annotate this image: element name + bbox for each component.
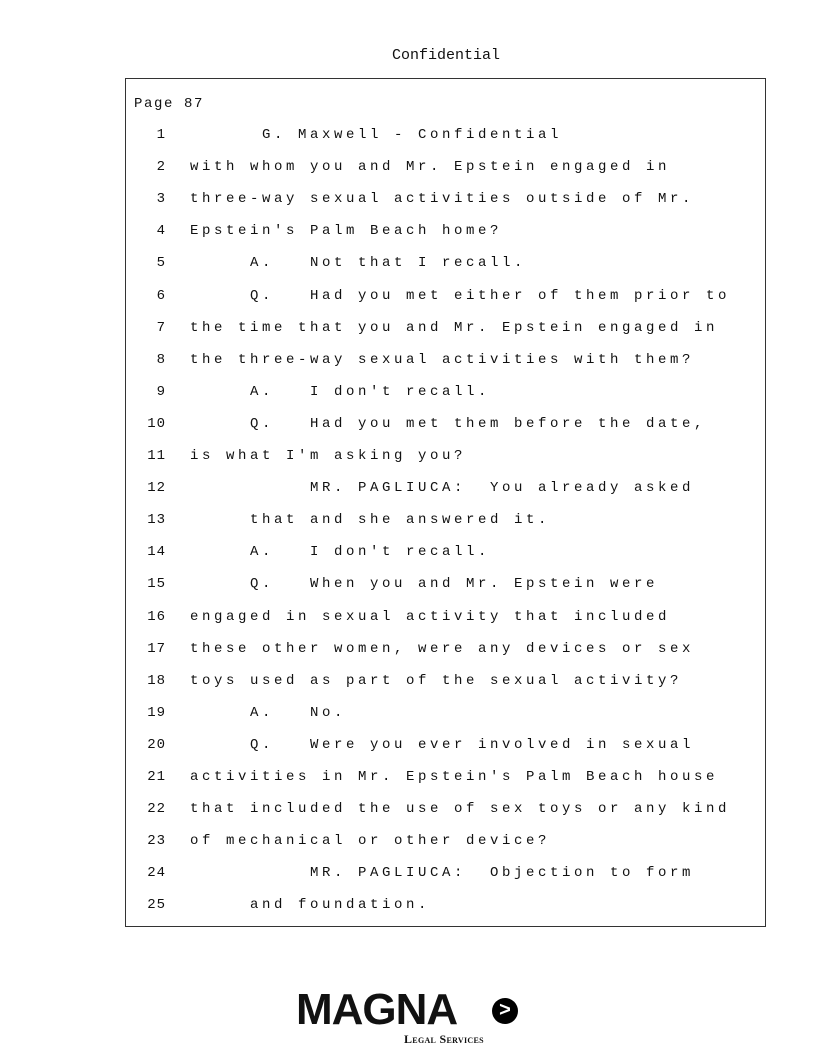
line-text: Q. Had you met them before the date, xyxy=(190,415,707,432)
line-text: A. I don't recall. xyxy=(190,544,491,561)
line-number: 11 xyxy=(147,448,166,464)
line-number: 17 xyxy=(147,640,166,657)
line-number: 23 xyxy=(147,833,166,850)
line-text: the three-way sexual activities with them? xyxy=(190,351,695,368)
line-text: activities in Mr. Epstein's Palm Beach house xyxy=(190,769,719,785)
arrow-circle-icon: > xyxy=(492,998,518,1024)
line-number: 2 xyxy=(156,159,166,176)
line-text: Q. When you and Mr. Epstein were xyxy=(190,576,659,593)
line-number: 18 xyxy=(147,672,166,689)
line-text: A. No. xyxy=(190,704,347,721)
logo-tagline: Legal Services xyxy=(404,1032,484,1046)
line-number: 14 xyxy=(147,544,166,561)
line-text: with whom you and Mr. Epstein engaged in xyxy=(190,159,671,176)
line-number: 19 xyxy=(147,704,166,721)
line-text: toys used as part of the sexual activity? xyxy=(190,672,683,689)
line-number: 10 xyxy=(147,415,166,432)
line-number: 13 xyxy=(147,512,166,529)
line-number: 16 xyxy=(147,608,166,625)
line-number: 24 xyxy=(147,865,166,882)
page-number: Page 87 xyxy=(134,96,205,112)
line-text: three-way sexual activities outside of Mr. xyxy=(190,191,695,208)
line-number: 21 xyxy=(147,769,166,785)
line-text: engaged in sexual activity that included xyxy=(190,608,671,625)
line-number: 6 xyxy=(156,287,166,304)
magna-logo xyxy=(296,985,526,1048)
logo-wordmark: MAGNA xyxy=(296,985,458,1034)
line-number: 15 xyxy=(147,576,166,593)
line-text: and foundation. xyxy=(190,897,431,914)
line-number: 12 xyxy=(147,480,166,497)
line-text: the time that you and Mr. Epstein engaged in xyxy=(190,319,719,336)
line-text: MR. PAGLIUCA: You already asked xyxy=(190,480,695,497)
line-text: these other women, were any devices or sex xyxy=(190,640,695,657)
line-number: 5 xyxy=(156,255,166,272)
line-text: MR. PAGLIUCA: Objection to form xyxy=(190,865,695,882)
line-text: is what I'm asking you? xyxy=(190,448,467,464)
line-text: of mechanical or other device? xyxy=(190,833,551,850)
line-text: Q. Had you met either of them prior to xyxy=(190,287,731,304)
line-number: 4 xyxy=(156,223,166,240)
line-number: 8 xyxy=(156,351,166,368)
line-text: Epstein's Palm Beach home? xyxy=(190,223,503,240)
line-number: 25 xyxy=(147,897,166,914)
line-text: Q. Were you ever involved in sexual xyxy=(190,736,695,753)
line-number: 20 xyxy=(147,736,166,753)
line-number: 1 xyxy=(156,127,166,143)
line-text: G. Maxwell - Confidential xyxy=(190,127,563,143)
line-text: A. I don't recall. xyxy=(190,383,491,400)
line-number: 9 xyxy=(156,383,166,400)
confidential-header: Confidential xyxy=(391,47,501,64)
line-number: 3 xyxy=(156,191,166,208)
transcript-page xyxy=(125,78,766,927)
line-text: that included the use of sex toys or any kind xyxy=(190,801,731,818)
line-number: 7 xyxy=(156,319,166,336)
line-text: A. Not that I recall. xyxy=(190,255,527,272)
line-number: 22 xyxy=(147,801,166,818)
line-text: that and she answered it. xyxy=(190,512,551,529)
